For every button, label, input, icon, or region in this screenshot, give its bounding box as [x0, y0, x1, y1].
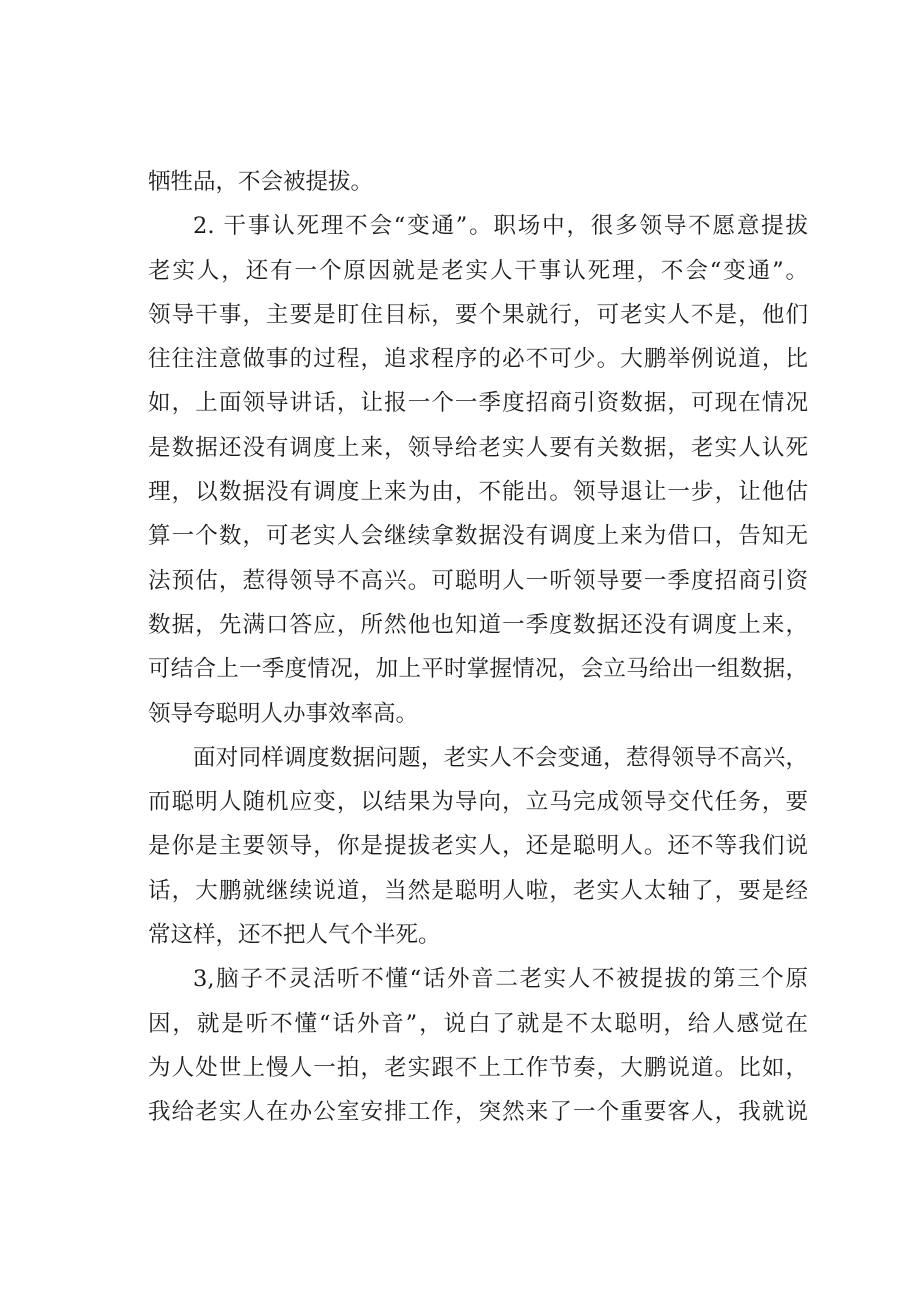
text-line: 如，上面领导讲话，让报一个一季度招商引资数据，可现在情况 [148, 390, 808, 417]
text-line: 理，以数据没有调度上来为由，不能出。领导退让一步，让他估 [148, 479, 808, 506]
text-line: 算一个数，可老实人会继续拿数据没有调度上来为借口，告知无 [148, 523, 808, 550]
text-line: 老实人，还有一个原因就是老实人干事认死理，不会“变通”。 [148, 257, 808, 284]
text-line: 法预估，惹得领导不高兴。可聪明人一听领导要一季度招商引资 [148, 567, 808, 594]
text-line: 3,脑子不灵活听不懂“话外音二老实人不被提拔的第三个原 [193, 966, 808, 993]
text-line: 2. 干事认死理不会“变通”。职场中，很多领导不愿意提拔 [193, 213, 808, 240]
text-line: 我给老实人在办公室安排工作，突然来了一个重要客人，我就说 [148, 1099, 808, 1126]
body-text [148, 160, 808, 1135]
text-line: 因，就是听不懂“话外音”，说白了就是不太聪明，给人感觉在 [148, 1010, 808, 1037]
text-line: 是你是主要领导，你是提拔老实人，还是聪明人。还不等我们说 [148, 833, 808, 860]
text-line: 牺牲品，不会被提拔。 [148, 169, 374, 195]
text-line: 面对同样调度数据问题，老实人不会变通，惹得领导不高兴， [193, 744, 808, 771]
text-line: 领导夸聪明人办事效率高。 [148, 700, 419, 727]
text-line: 而聪明人随机应变，以结果为导向，立马完成领导交代任务，要 [148, 789, 808, 816]
text-line: 是数据还没有调度上来，领导给老实人要有关数据，老实人认死 [148, 434, 808, 461]
text-line: 话，大鹏就继续说道，当然是聪明人啦，老实人太轴了，要是经 [148, 877, 808, 904]
text-line: 领导干事，主要是盯住目标，要个果就行，可老实人不是，他们 [148, 301, 808, 328]
text-line: 数据，先满口答应，所然他也知道一季度数据还没有调度上来， [148, 611, 808, 638]
text-line: 可结合上一季度情况，加上平时掌握情况，会立马给出一组数据， [148, 656, 808, 683]
text-line: 往往注意做事的过程，追求程序的必不可少。大鹏举例说道，比 [148, 346, 808, 373]
text-line: 为人处世上慢人一拍，老实跟不上工作节奏，大鹏说道。比如， [148, 1054, 808, 1081]
text-line: 常这样，还不把人气个半死。 [148, 922, 441, 949]
